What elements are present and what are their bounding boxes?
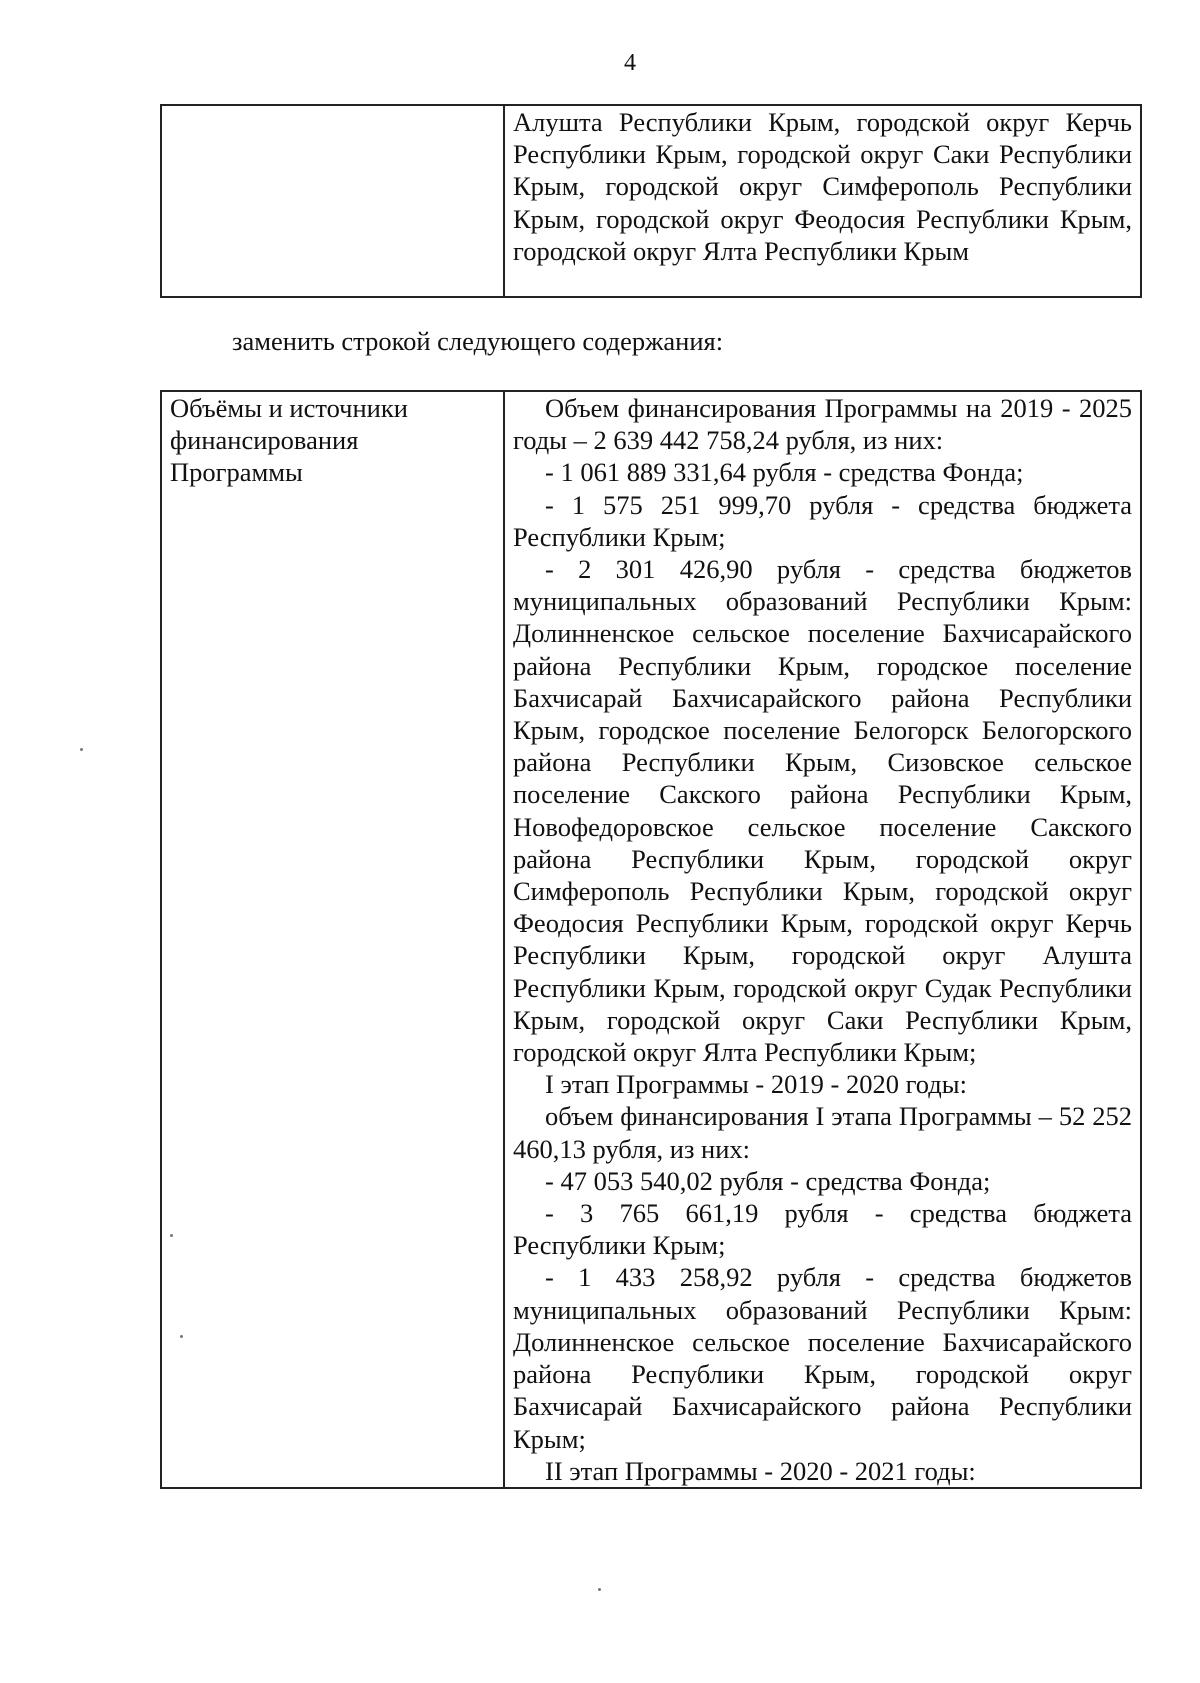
previous-row-table xyxy=(160,104,1142,298)
scan-speck-4 xyxy=(598,1588,601,1591)
scan-speck-3 xyxy=(180,1335,183,1338)
funding-label-cell: Объёмы и источники финансирования Программы xyxy=(161,391,504,1488)
scan-speck-2 xyxy=(170,1234,173,1237)
republic-budget-paragraph: - 1 575 251 999,70 рубля - средства бюджета Республики Крым; xyxy=(513,489,1132,552)
page-number: 4 xyxy=(624,50,636,76)
new-row-table xyxy=(160,390,1142,1489)
previous-row-right-cell: Алушта Республики Крым, городской округ Керчь Республики Крым, городской округ Саки Республики Крым, городской округ Симферополь Республики Крым, городской округ Феодосия Республики Крым, городской округ Ялта Республики Крым xyxy=(504,105,1141,297)
fund-amount-paragraph: - 1 061 889 331,64 рубля - средства Фонда; xyxy=(545,457,1024,488)
stage-one-municipal-paragraph: - 1 433 258,92 рубля - средства бюджетов муниципальных образований Республики Крым: Долинненское сельское поселение Бахчисарайского района Республики Крым, городской округ Бахчисарай Бахчисарайского района Республики Крым; xyxy=(513,1262,1132,1454)
stage-one-total-paragraph: объем финансирования I этапа Программы – 52 252 460,13 рубля, из них: xyxy=(513,1101,1132,1164)
stage-one-republic-paragraph: - 3 765 661,19 рубля - средства бюджета Республики Крым; xyxy=(513,1198,1132,1261)
municipal-budget-paragraph: - 2 301 426,90 рубля - средства бюджетов муниципальных образований Республики Крым: Долинненское сельское поселение Бахчисарайского района Республики Крым, городское поселение Бахчисарай Бахчисарайского района Республики Крым, городское поселение Белогорск Белогорского района Республики Крым, Сизовское сельское поселение Сакского района Республики Крым, Новофедоровское сельское поселение Сакского района Республики Крым, городской округ Симферополь Республики Крым, городской округ Феодосия Республики Крым, городской округ Керчь Республики Крым, городской округ Алушта Республики Крым, городской округ Судак Республики Крым, городской округ Саки Республики Крым, городской округ Ялта Республики Крым; xyxy=(513,554,1132,1068)
scan-speck-1 xyxy=(80,748,83,751)
new-row xyxy=(161,391,1141,1488)
stage-one-heading: I этап Программы - 2019 - 2020 годы: xyxy=(545,1069,967,1100)
stage-one-fund-paragraph: - 47 053 540,02 рубля - средства Фонда; xyxy=(545,1165,991,1196)
funding-details-cell xyxy=(504,391,1141,1488)
previous-row xyxy=(161,105,1141,297)
previous-row-left-cell xyxy=(161,105,504,297)
stage-two-heading: II этап Программы - 2020 - 2021 годы: xyxy=(545,1455,976,1486)
funding-total-paragraph: Объем финансирования Программы на 2019 - 2025 годы – 2 639 442 758,24 рубля, из них: xyxy=(513,393,1132,456)
replacement-instruction: заменить строкой следующего содержания: xyxy=(232,326,724,356)
